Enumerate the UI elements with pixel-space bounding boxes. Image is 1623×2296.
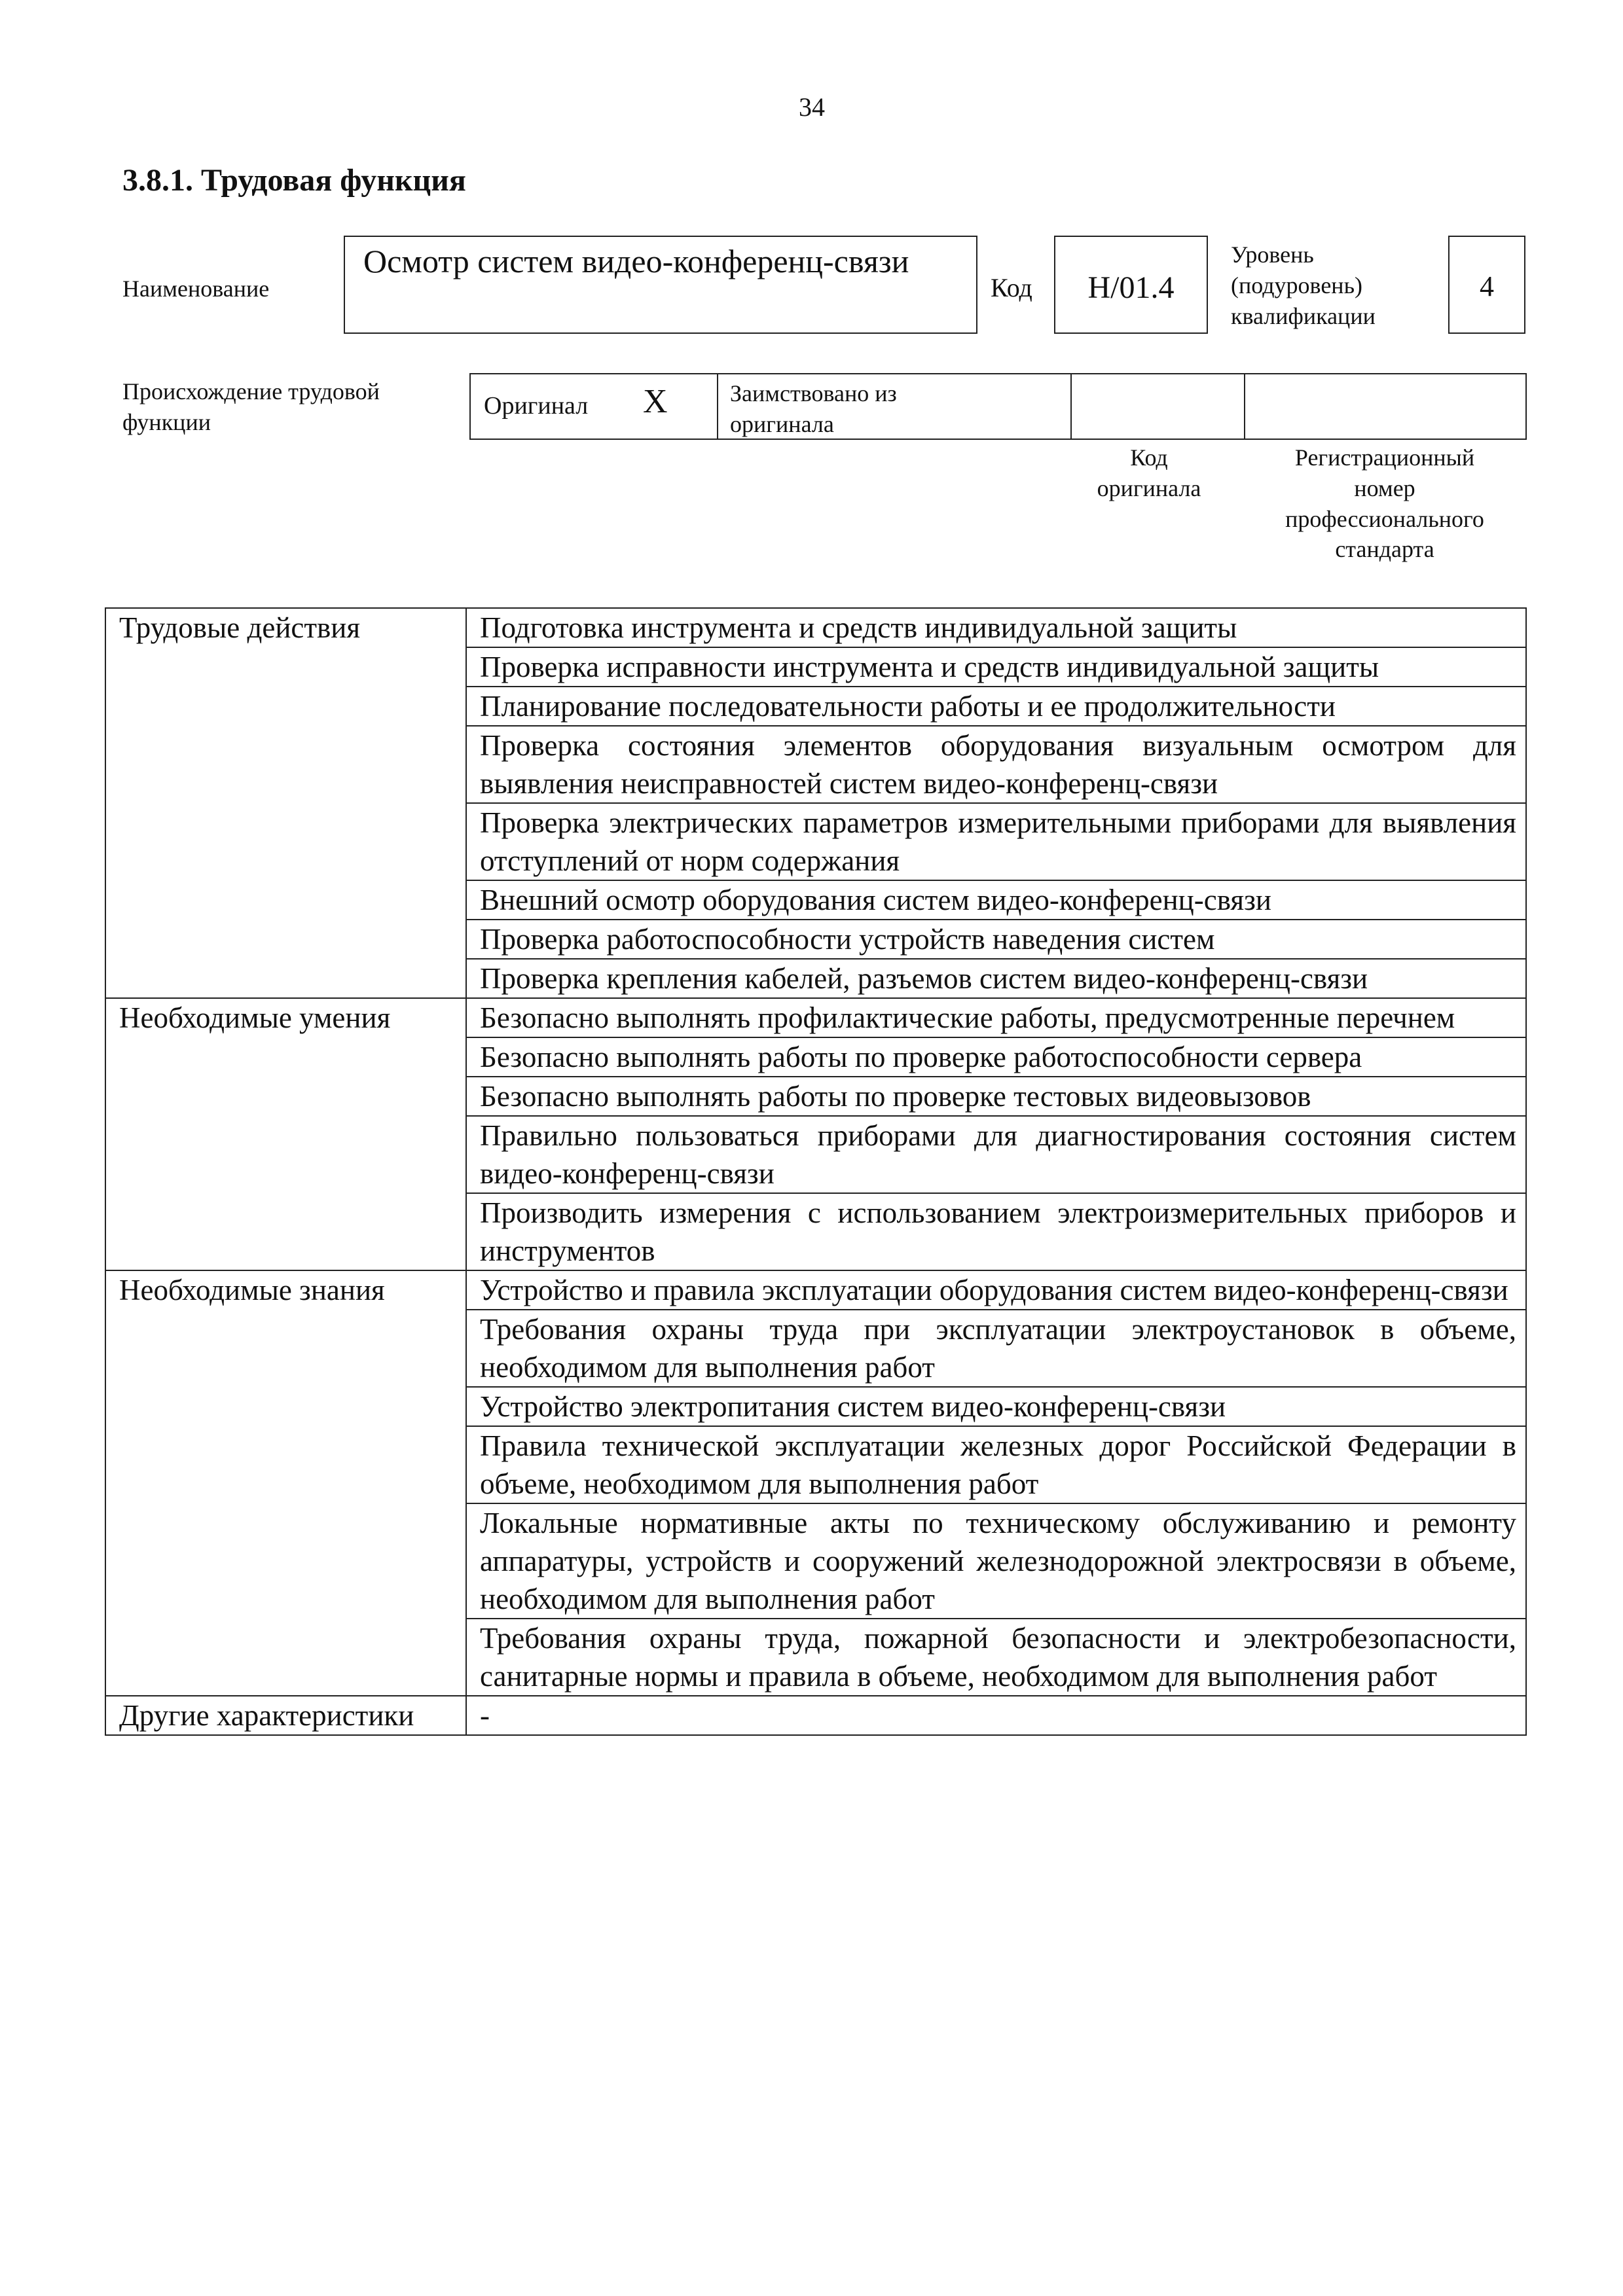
- code-value: Н/01.4: [1087, 270, 1175, 305]
- item-cell: Требования охраны труда, пожарной безопасности и электробезопасности, санитарные нормы и правила в объеме, необходимом для выполнения работ: [466, 1619, 1526, 1696]
- item-cell: Внешний осмотр оборудования систем видео-конференц-связи: [466, 880, 1526, 920]
- table-row: [105, 1270, 1526, 1310]
- origin-borrowed-line: Заимствовано из: [730, 380, 897, 406]
- origin-label: [122, 376, 380, 438]
- category-cell: Необходимые умения: [105, 998, 466, 1270]
- item-cell: Правильно пользоваться приборами для диагностирования состояния систем видео-конференц-связи: [466, 1116, 1526, 1193]
- category-cell: Трудовые действия: [105, 608, 466, 998]
- category-cell: Необходимые знания: [105, 1270, 466, 1696]
- item-cell: Локальные нормативные акты по техническому обслуживанию и ремонту аппаратуры, устройств и сооружений железнодорожной электросвязи в объеме, необходимом для выполнения работ: [466, 1503, 1526, 1619]
- caption-line: номер: [1354, 475, 1415, 501]
- caption-line: профессионального: [1285, 505, 1484, 532]
- level-field: [1448, 236, 1525, 334]
- caption-line: стандарта: [1335, 536, 1434, 563]
- level-label-line: (подуровень): [1231, 272, 1362, 298]
- item-cell: Проверка исправности инструмента и средств индивидуальной защиты: [466, 647, 1526, 687]
- code-label: Код: [991, 273, 1032, 302]
- level-label-line: квалификации: [1231, 302, 1376, 329]
- origin-table: [469, 373, 1527, 440]
- item-cell: Безопасно выполнять работы по проверке тестовых видеовызовов: [466, 1077, 1526, 1116]
- origin-original-cell: [471, 374, 718, 439]
- function-table: [105, 607, 1527, 1736]
- origin-reg-cell: [1245, 374, 1525, 439]
- origin-label-line: Происхождение трудовой: [122, 378, 380, 404]
- code-field: [1054, 236, 1208, 334]
- table-row: [105, 998, 1526, 1037]
- name-value: Осмотр систем видео-конференц-связи: [363, 243, 909, 279]
- category-cell: Другие характеристики: [105, 1696, 466, 1735]
- origin-original-mark: X: [643, 383, 668, 420]
- origin-code-caption: [1074, 442, 1224, 504]
- item-cell: Устройство и правила эксплуатации оборудования систем видео-конференц-связи: [466, 1270, 1526, 1310]
- page-number: 34: [799, 92, 825, 122]
- origin-borrowed-label: [730, 378, 897, 440]
- caption-line: Регистрационный: [1294, 444, 1475, 471]
- table-row: [105, 1696, 1526, 1735]
- table-row: [105, 608, 1526, 647]
- origin-code-cell: [1072, 374, 1245, 439]
- item-cell: Безопасно выполнять профилактические работы, предусмотренные перечнем: [466, 998, 1526, 1037]
- item-cell: Требования охраны труда при эксплуатации электроустановок в объеме, необходимом для выполнения работ: [466, 1310, 1526, 1387]
- section-title: 3.8.1. Трудовая функция: [122, 163, 466, 198]
- item-cell: Устройство электропитания систем видео-конференц-связи: [466, 1387, 1526, 1426]
- item-cell: Проверка работоспособности устройств наведения систем: [466, 920, 1526, 959]
- level-value: 4: [1480, 270, 1494, 302]
- name-field: [344, 236, 977, 334]
- origin-label-line: функции: [122, 408, 211, 435]
- origin-borrowed-line: оригинала: [730, 410, 834, 437]
- item-cell: Подготовка инструмента и средств индивидуальной защиты: [466, 608, 1526, 647]
- item-cell: Проверка электрических параметров измерительными приборами для выявления отступлений от норм содержания: [466, 803, 1526, 880]
- item-cell: Проверка крепления кабелей, разъемов систем видео-конференц-связи: [466, 959, 1526, 998]
- origin-borrowed-cell: [718, 374, 1072, 439]
- level-label-line: Уровень: [1231, 242, 1314, 268]
- caption-line: Код: [1130, 444, 1168, 471]
- item-cell: Правила технической эксплуатации железных дорог Российской Федерации в объеме, необходимом для выполнения работ: [466, 1426, 1526, 1503]
- name-label: Наименование: [122, 276, 270, 302]
- origin-reg-caption: [1241, 442, 1529, 565]
- item-cell: Производить измерения с использованием электроизмерительных приборов и инструментов: [466, 1193, 1526, 1270]
- item-cell: Планирование последовательности работы и ее продолжительности: [466, 687, 1526, 726]
- caption-line: оригинала: [1097, 475, 1201, 501]
- item-cell: Проверка состояния элементов оборудования визуальным осмотром для выявления неисправностей систем видео-конференц-связи: [466, 726, 1526, 803]
- origin-original-label: Оригинал: [484, 392, 589, 420]
- level-label: [1231, 240, 1376, 331]
- item-cell: Безопасно выполнять работы по проверке работоспособности сервера: [466, 1037, 1526, 1077]
- function-table-body: [105, 608, 1526, 1735]
- item-cell: -: [466, 1696, 1526, 1735]
